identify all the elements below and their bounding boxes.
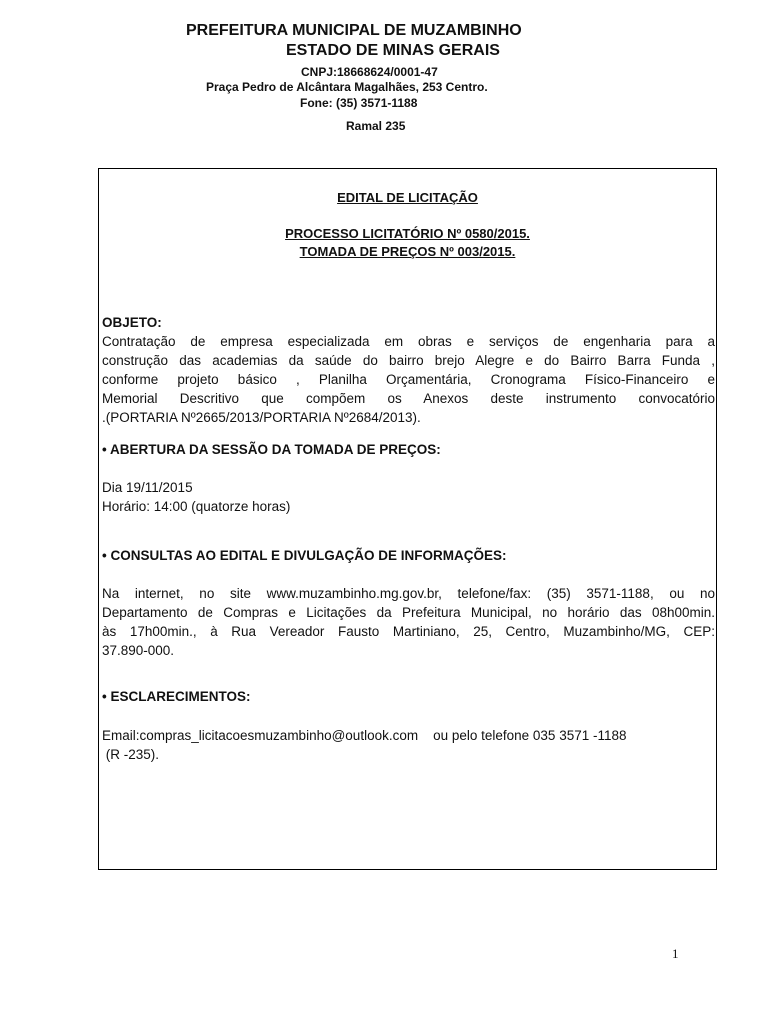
edital-title: EDITAL DE LICITAÇÃO <box>337 190 478 205</box>
consultas-heading: • CONSULTAS AO EDITAL E DIVULGAÇÃO DE INFORMAÇÕES: <box>102 548 507 563</box>
header-phone: Fone: (35) 3571-1188 <box>300 96 418 110</box>
tomada-de-precos: TOMADA DE PREÇOS Nº 003/2015. <box>299 244 516 259</box>
abertura-horario: Horário: 14:00 (quatorze horas) <box>102 499 291 514</box>
consultas-line: 37.890-000. <box>102 643 175 658</box>
objeto-heading: OBJETO: <box>102 315 162 330</box>
abertura-heading: • ABERTURA DA SESSÃO DA TOMADA DE PREÇOS: <box>102 442 441 457</box>
esclarecimentos-ramal: (R -235). <box>102 747 160 762</box>
edital-box <box>98 168 717 870</box>
esclarecimentos-email: Email:compras_licitacoesmuzambinho@outlook.com ou pelo telefone 035 3571 -1188 <box>102 728 627 743</box>
objeto-line: conforme projeto básico , Planilha Orçamentária, Cronograma Físico-Financeiro e <box>102 372 715 387</box>
objeto-paragraph <box>102 332 715 427</box>
objeto-line: .(PORTARIA Nº2665/2013/PORTARIA Nº2684/2013). <box>102 410 421 425</box>
header-address: Praça Pedro de Alcântara Magalhães, 253 Centro. <box>206 80 488 94</box>
esclarecimentos-paragraph <box>102 726 715 764</box>
consultas-line: às 17h00min., à Rua Vereador Fausto Martiniano, 25, Centro, Muzambinho/MG, CEP: <box>102 624 715 639</box>
objeto-line: Contratação de empresa especializada em obras e serviços de engenharia para a <box>102 334 715 349</box>
esclarecimentos-heading: • ESCLARECIMENTOS: <box>102 689 251 704</box>
objeto-line: construção das academias da saúde do bairro brejo Alegre e do Bairro Barra Funda , <box>102 353 715 368</box>
abertura-paragraph <box>102 478 715 516</box>
consultas-line: Departamento de Compras e Licitações da Prefeitura Municipal, no horário das 08h00min. <box>102 605 715 620</box>
header-ramal: Ramal 235 <box>346 119 406 133</box>
header-cnpj: CNPJ:18668624/0001-47 <box>301 65 438 79</box>
abertura-dia: Dia 19/11/2015 <box>102 480 193 495</box>
consultas-paragraph <box>102 584 715 660</box>
page-number: 1 <box>672 946 679 961</box>
consultas-line: Na internet, no site www.muzambinho.mg.gov.br, telefone/fax: (35) 3571-1188, ou no <box>102 586 715 601</box>
header-title: PREFEITURA MUNICIPAL DE MUZAMBINHO <box>186 22 522 39</box>
objeto-line: Memorial Descritivo que compõem os Anexos deste instrumento convocatório <box>102 391 715 406</box>
processo-licitatorio: PROCESSO LICITATÓRIO Nº 0580/2015. <box>285 226 530 241</box>
header-subtitle: ESTADO DE MINAS GERAIS <box>286 42 500 59</box>
